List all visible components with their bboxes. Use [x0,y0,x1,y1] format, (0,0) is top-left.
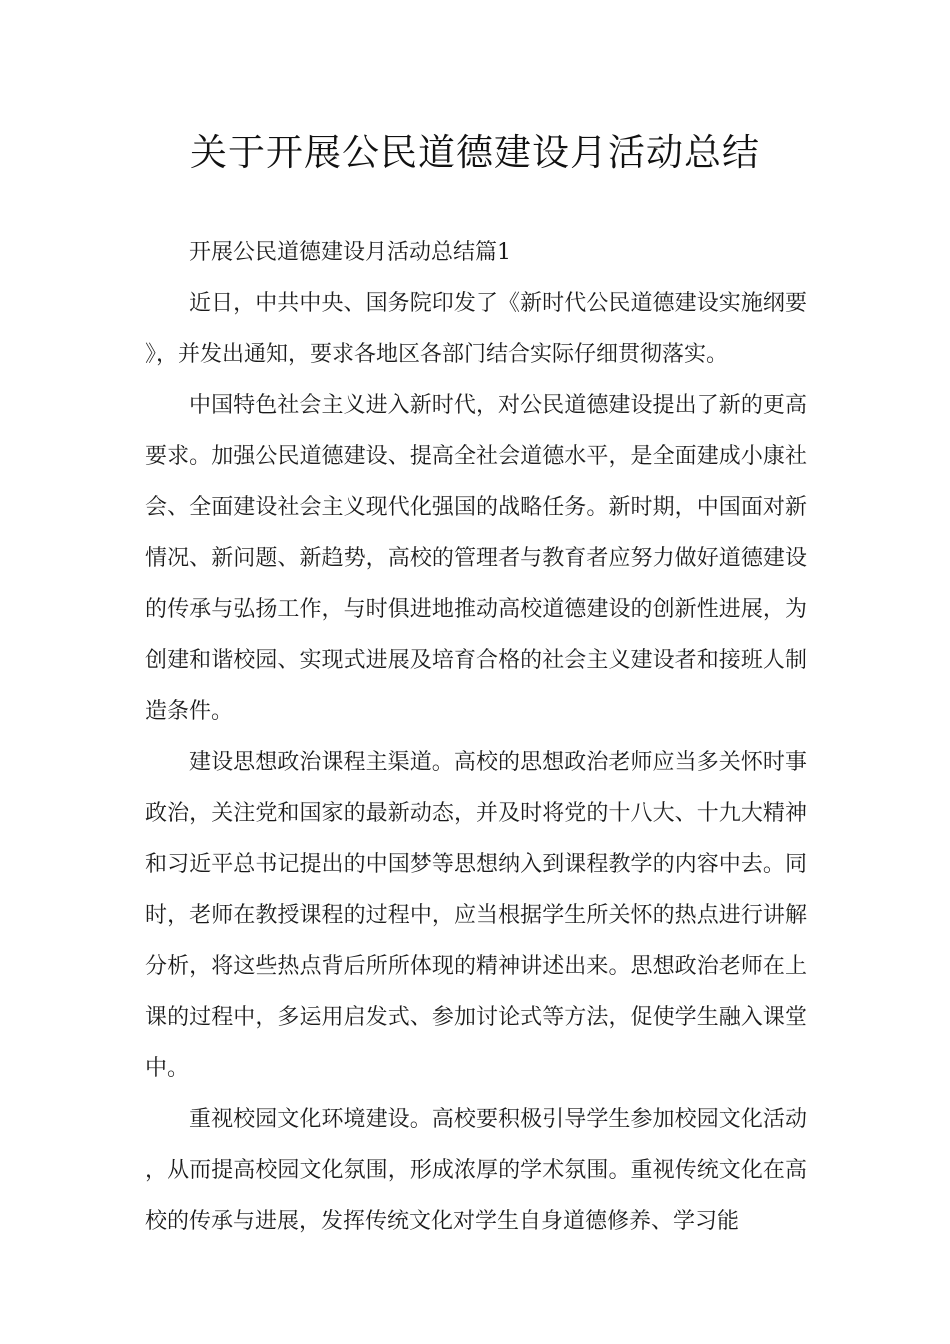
paragraph: 建设思想政治课程主渠道。高校的思想政治老师应当多关怀时事政治，关注党和国家的最新动态，并及时将党的十八大、十九大精神和习近平总书记提出的中国梦等思想纳入到课程教学的内容中去。同时，老师在教授课程的过程中，应当根据学生所关怀的热点进行讲解分析，将这些热点背后所所体现的精神讲述出来。思想政治老师在上课的过程中，多运用启发式、参加讨论式等方法，促使学生融入课堂中。 [145,750,807,1081]
document-title: 关于开展公民道德建设月活动总结 [190,131,760,174]
paragraph: 重视校园文化环境建设。高校要积极引导学生参加校园文化活动，从而提高校园文化氛围，形成浓厚的学术氛围。重视传统文化在高校的传承与进展，发挥传统文化对学生自身道德修养、学习能 [145,1107,807,1234]
section-heading: 开展公民道德建设月活动总结篇1 [189,240,511,265]
paragraph: 近日，中共中央、国务院印发了《新时代公民道德建设实施纲要》，并发出通知，要求各地区各部门结合实际仔细贯彻落实。 [145,291,807,367]
paragraph: 中国特色社会主义进入新时代，对公民道德建设提出了新的更高要求。加强公民道德建设、提高全社会道德水平，是全面建成小康社会、全面建设社会主义现代化强国的战略任务。新时期，中国面对新情况、新问题、新趋势，高校的管理者与教育者应努力做好道德建设的传承与弘扬工作，与时俱进地推动高校道德建设的创新性进展，为创建和谐校园、实现式进展及培育合格的社会主义建设者和接班人制造条件。 [145,393,807,724]
document-body [145,227,807,1247]
